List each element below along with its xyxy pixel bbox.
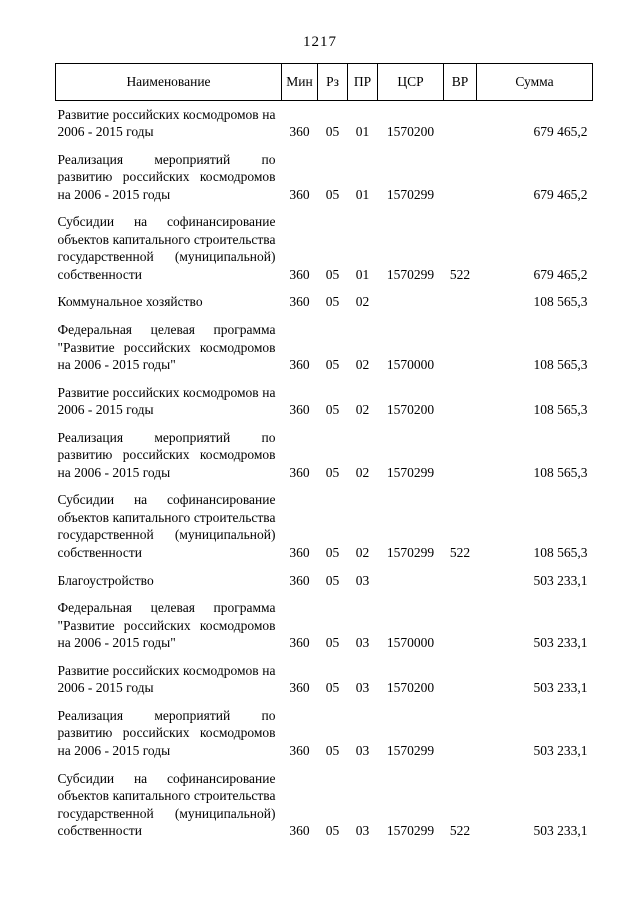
- table-row: [56, 567, 593, 595]
- cell-pr: 03: [355, 635, 370, 651]
- cell-pr: 01: [355, 266, 370, 282]
- cell-name: Развитие российских космодромов на 2006 - 2015 годы: [57, 106, 276, 140]
- cell-min: 360: [289, 680, 310, 696]
- table-row: [56, 424, 593, 487]
- cell-rz: 05: [325, 635, 340, 651]
- cell-pr: 02: [355, 402, 370, 418]
- column-header-csr: ЦСР: [378, 64, 444, 101]
- cell-pr: 01: [355, 124, 370, 140]
- cell-rz: 05: [325, 680, 340, 696]
- cell-rz: 05: [325, 294, 340, 310]
- cell-csr: [378, 567, 444, 595]
- cell-rz: 05: [325, 464, 340, 480]
- cell-vr: [444, 657, 477, 702]
- cell-min: 360: [289, 464, 310, 480]
- cell-vr: [444, 100, 477, 146]
- cell-vr: [444, 316, 477, 379]
- cell-pr: 02: [355, 464, 370, 480]
- column-header-name: Наименование: [56, 64, 282, 101]
- cell-min: 360: [289, 742, 310, 758]
- cell-name: Реализация мероприятий по развитию российских космодромов на 2006 - 2015 годы: [57, 707, 276, 758]
- cell-pr: 02: [355, 357, 370, 373]
- cell-min: 360: [289, 294, 310, 310]
- cell-sum: 108 565,3: [533, 402, 588, 418]
- cell-sum: 503 233,1: [533, 572, 588, 588]
- cell-sum: 503 233,1: [533, 823, 588, 839]
- cell-csr: 1570000: [386, 635, 435, 651]
- table-row: [56, 208, 593, 288]
- cell-min: 360: [289, 572, 310, 588]
- cell-min: 360: [289, 357, 310, 373]
- cell-rz: 05: [325, 402, 340, 418]
- table-row: [56, 702, 593, 765]
- cell-csr: 1570200: [386, 680, 435, 696]
- cell-sum: 108 565,3: [533, 464, 588, 480]
- cell-sum: 679 465,2: [533, 186, 588, 202]
- cell-min: 360: [289, 266, 310, 282]
- cell-pr: 01: [355, 186, 370, 202]
- cell-rz: 05: [325, 572, 340, 588]
- cell-pr: 02: [355, 545, 370, 561]
- cell-min: 360: [289, 186, 310, 202]
- cell-sum: 679 465,2: [533, 266, 588, 282]
- cell-csr: 1570299: [386, 464, 435, 480]
- cell-name: Развитие российских космодромов на 2006 - 2015 годы: [57, 384, 276, 418]
- cell-csr: 1570200: [386, 402, 435, 418]
- cell-csr: 1570299: [386, 266, 435, 282]
- cell-pr: 02: [355, 294, 370, 310]
- cell-rz: 05: [325, 545, 340, 561]
- column-header-sum: Сумма: [477, 64, 593, 101]
- table-header-row: [56, 64, 593, 101]
- table-row: [56, 657, 593, 702]
- cell-csr: 1570000: [386, 357, 435, 373]
- cell-vr: [444, 288, 477, 316]
- cell-sum: 679 465,2: [533, 124, 588, 140]
- column-header-rz: Рз: [318, 64, 348, 101]
- table-row: [56, 765, 593, 845]
- cell-name: Коммунальное хозяйство: [57, 294, 203, 310]
- table-row: [56, 146, 593, 209]
- cell-name: Субсидии на софинансирование объектов капитального строительства государственной (муниципальной) собственности: [57, 492, 276, 561]
- page-number: 1217: [303, 34, 337, 50]
- column-header-pr: ПР: [348, 64, 378, 101]
- cell-name: Благоустройство: [57, 572, 154, 588]
- column-header-min: Мин: [282, 64, 318, 101]
- cell-min: 360: [289, 545, 310, 561]
- cell-name: Реализация мероприятий по развитию российских космодромов на 2006 - 2015 годы: [57, 429, 276, 480]
- cell-vr: [444, 567, 477, 595]
- cell-pr: 03: [355, 742, 370, 758]
- cell-pr: 03: [355, 823, 370, 839]
- table-header: [56, 64, 593, 101]
- cell-sum: 503 233,1: [533, 680, 588, 696]
- cell-min: 360: [289, 124, 310, 140]
- cell-sum: 108 565,3: [533, 357, 588, 373]
- cell-vr: [444, 146, 477, 209]
- table-row: [56, 594, 593, 657]
- cell-vr: 522: [449, 823, 471, 839]
- cell-vr: [444, 379, 477, 424]
- table-row: [56, 379, 593, 424]
- cell-min: 360: [289, 635, 310, 651]
- cell-csr: [378, 288, 444, 316]
- cell-rz: 05: [325, 823, 340, 839]
- cell-vr: 522: [449, 545, 471, 561]
- cell-csr: 1570299: [386, 186, 435, 202]
- cell-name: Субсидии на софинансирование объектов капитального строительства государственной (муниципальной) собственности: [57, 770, 276, 839]
- table-body: [56, 100, 593, 845]
- table-row: [56, 316, 593, 379]
- cell-sum: 108 565,3: [533, 545, 588, 561]
- cell-vr: [444, 702, 477, 765]
- cell-name: Реализация мероприятий по развитию российских космодромов на 2006 - 2015 годы: [57, 151, 276, 202]
- column-header-vr: ВР: [444, 64, 477, 101]
- cell-sum: 503 233,1: [533, 635, 588, 651]
- cell-min: 360: [289, 823, 310, 839]
- cell-sum: 108 565,3: [533, 294, 588, 310]
- cell-rz: 05: [325, 266, 340, 282]
- cell-name: Федеральная целевая программа "Развитие российских космодромов на 2006 - 2015 годы": [57, 322, 276, 373]
- cell-rz: 05: [325, 742, 340, 758]
- cell-rz: 05: [325, 124, 340, 140]
- cell-csr: 1570299: [386, 545, 435, 561]
- cell-vr: 522: [449, 266, 471, 282]
- cell-rz: 05: [325, 357, 340, 373]
- cell-csr: 1570200: [386, 124, 435, 140]
- cell-name: Федеральная целевая программа "Развитие российских космодромов на 2006 - 2015 годы": [57, 600, 276, 651]
- cell-rz: 05: [325, 186, 340, 202]
- table-row: [56, 288, 593, 316]
- cell-csr: 1570299: [386, 742, 435, 758]
- cell-sum: 503 233,1: [533, 742, 588, 758]
- cell-min: 360: [289, 402, 310, 418]
- cell-pr: 03: [355, 572, 370, 588]
- cell-vr: [444, 424, 477, 487]
- cell-csr: 1570299: [386, 823, 435, 839]
- cell-vr: [444, 594, 477, 657]
- table-row: [56, 486, 593, 566]
- budget-table: [55, 63, 593, 845]
- table-row: [56, 100, 593, 146]
- cell-pr: 03: [355, 680, 370, 696]
- cell-name: Субсидии на софинансирование объектов капитального строительства государственной (муниципальной) собственности: [57, 214, 276, 282]
- cell-name: Развитие российских космодромов на 2006 - 2015 годы: [57, 662, 276, 696]
